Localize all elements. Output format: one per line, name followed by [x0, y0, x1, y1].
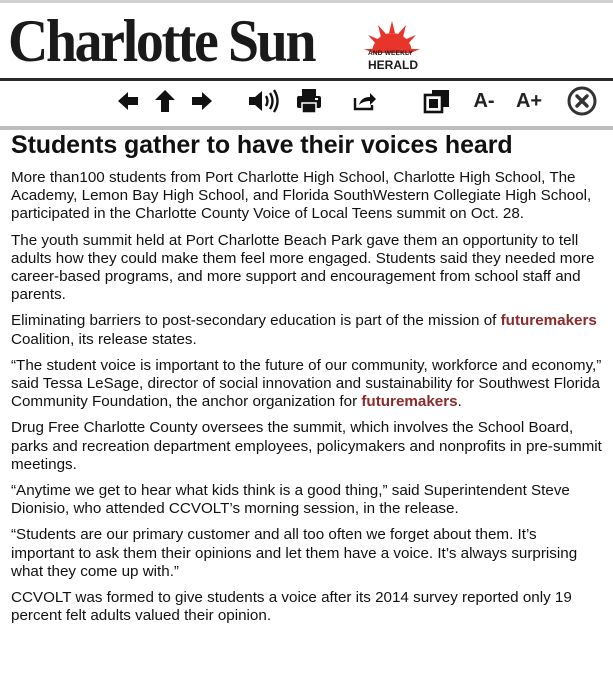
- arrow-right-icon: [190, 90, 214, 112]
- masthead: [0, 0, 613, 78]
- toolbar: [0, 81, 613, 125]
- share-icon: [352, 90, 378, 112]
- paragraph-text: Eliminating barriers to post-secondary education is part of the mission of: [11, 312, 501, 330]
- listen-button[interactable]: [246, 81, 280, 121]
- subtitle-big: HERALD: [368, 57, 418, 72]
- article-paragraph: CCVOLT was formed to give students a voice after its 2014 survey reported only 19 percent felt adults valued their opinion.: [11, 589, 572, 625]
- paragraph-text: .: [457, 393, 462, 411]
- pages-icon: [423, 88, 451, 114]
- top-button[interactable]: [152, 81, 178, 121]
- article-paragraph: [11, 312, 603, 348]
- pages-button[interactable]: [422, 81, 452, 121]
- share-button[interactable]: [351, 81, 379, 121]
- masthead-subtitle: [368, 51, 418, 71]
- futuremakers-link[interactable]: futuremakers: [361, 393, 458, 411]
- paragraph-text: Coalition, its release states.: [11, 330, 197, 348]
- article-headline: Students gather to have their voices heard: [11, 131, 513, 159]
- masthead-title: Charlotte Sun: [8, 8, 315, 74]
- close-button[interactable]: [566, 81, 598, 121]
- article-paragraph: [11, 357, 603, 412]
- print-icon: [295, 87, 323, 115]
- arrow-up-icon: [154, 89, 176, 113]
- paragraph-text: “The student voice is important to the future of our community, workforce and economy,” said Tessa LeSage, director of social innovation and sustainability for Southwest Florida Community Foundation, the anchor organization for: [11, 356, 602, 411]
- article: [11, 130, 603, 625]
- font-decrease-button[interactable]: A-: [473, 89, 495, 112]
- print-button[interactable]: [294, 81, 324, 121]
- close-icon: [567, 86, 597, 116]
- arrow-left-icon: [116, 90, 140, 112]
- article-paragraph: Drug Free Charlotte County oversees the summit, which involves the School Board, parks and recreation department employees, policymakers and nonprofits in pre-summit meetings.: [11, 419, 602, 473]
- subtitle-small: AND WEEKLY: [368, 50, 414, 57]
- article-paragraph: The youth summit held at Port Charlotte Beach Park gave them an opportunity to tell adults how they could make them feel more engaged. Students said they needed more career-based programs, and more support and encouragement from school staff and parents.: [11, 231, 595, 304]
- futuremakers-link[interactable]: futuremakers: [500, 312, 597, 330]
- font-increase-button[interactable]: A+: [515, 89, 543, 112]
- article-paragraph: “Anytime we get to hear what kids think is a good thing,” said Superintendent Steve Dionisio, who attended CCVOLT’s morning session, in the release.: [11, 482, 570, 518]
- article-paragraph: More than100 students from Port Charlotte High School, Charlotte High School, The Academy, Lemon Bay High School, and Florida SouthWestern Collegiate High School, participated in the Charlotte County Voice of Local Teens summit on Oct. 28.: [11, 169, 592, 223]
- article-paragraph: “Students are our primary customer and all too often we forget about them. It’s important to ask them their opinions and let them have a voice. It’s always surprising what they come up with.”: [11, 526, 578, 580]
- previous-button[interactable]: [115, 81, 141, 121]
- speaker-icon: [247, 88, 279, 114]
- next-button[interactable]: [189, 81, 215, 121]
